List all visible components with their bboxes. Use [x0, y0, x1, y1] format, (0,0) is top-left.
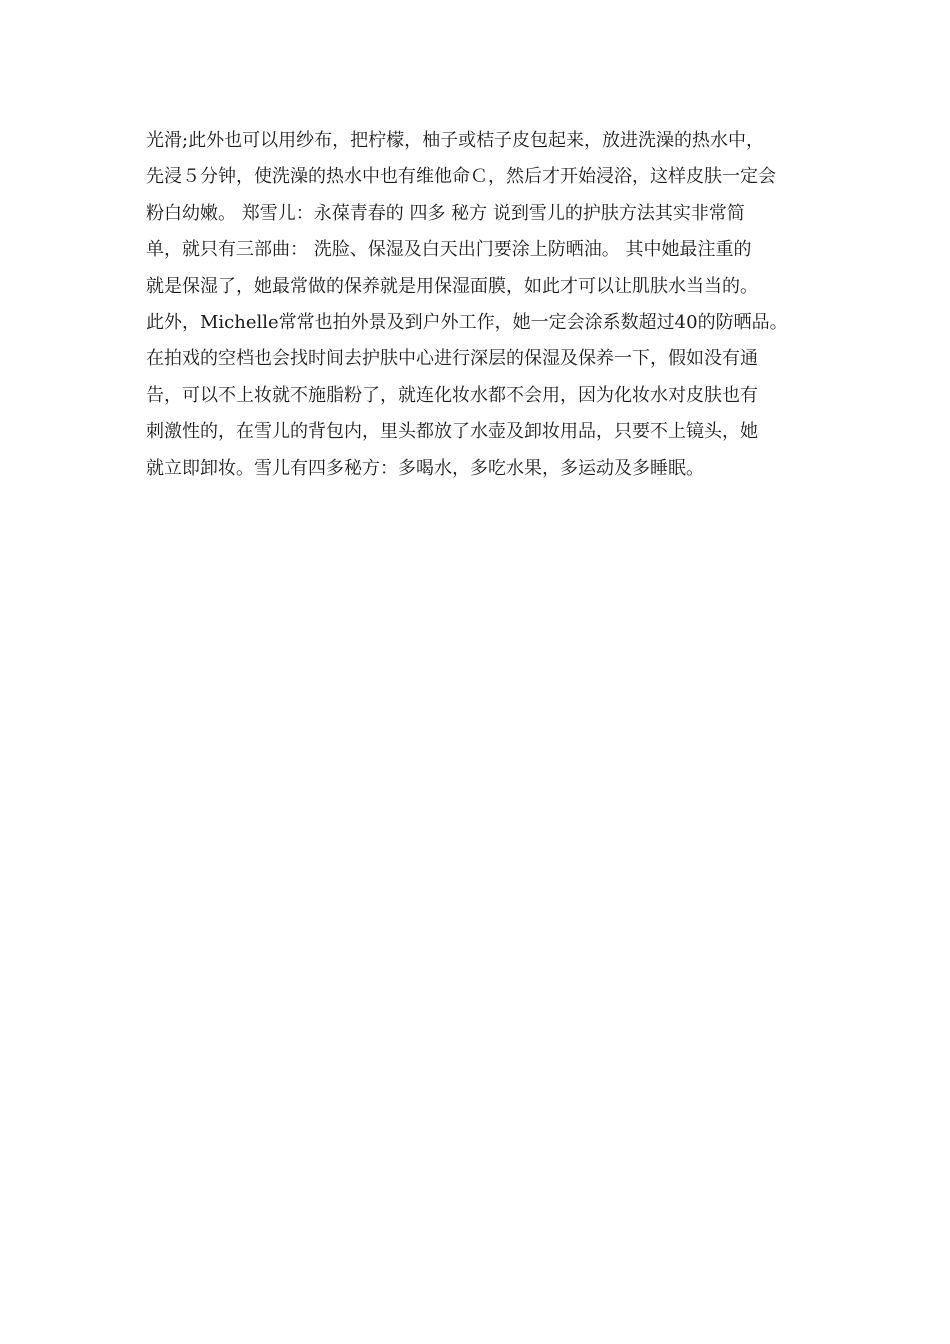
text-line-1: 光滑;此外也可以用纱布，把柠檬，柚子或桔子皮包起来，放进洗澡的热水中，: [146, 130, 765, 151]
text-line-8: 告，可以不上妆就不施脂粉了，就连化妆水都不会用，因为化妆水对皮肤也有: [146, 384, 758, 406]
text-line-3: 粉白幼嫩。 郑雪儿：永葆青春的 四多 秘方 说到雪儿的护肤方法其实非常简: [146, 202, 745, 224]
body-paragraph: [146, 123, 826, 487]
text-line-6: 此外，Michelle常常也拍外景及到户外工作，她一定会涂系数超过40的防晒品。: [146, 311, 788, 333]
text-line-2: 先浸５分钟，使洗澡的热水中也有维他命Ｃ，然后才开始浸浴，这样皮肤一定会: [146, 166, 776, 188]
text-line-7: 在拍戏的空档也会找时间去护肤中心进行深层的保湿及保养一下，假如没有通: [146, 348, 758, 370]
text-line-9: 刺激性的，在雪儿的背包内，里头都放了水壶及卸妆用品，只要不上镜头，她: [146, 421, 758, 443]
text-line-10: 就立即卸妆。雪儿有四多秘方：多喝水，多吃水果，多运动及多睡眠。: [146, 457, 704, 479]
text-line-5: 就是保湿了，她最常做的保养就是用保湿面膜，如此才可以让肌肤水当当的。: [146, 275, 758, 297]
text-line-4: 单，就只有三部曲： 洗脸、保湿及白天出门要涂上防晒油。 其中她最注重的: [146, 239, 752, 261]
